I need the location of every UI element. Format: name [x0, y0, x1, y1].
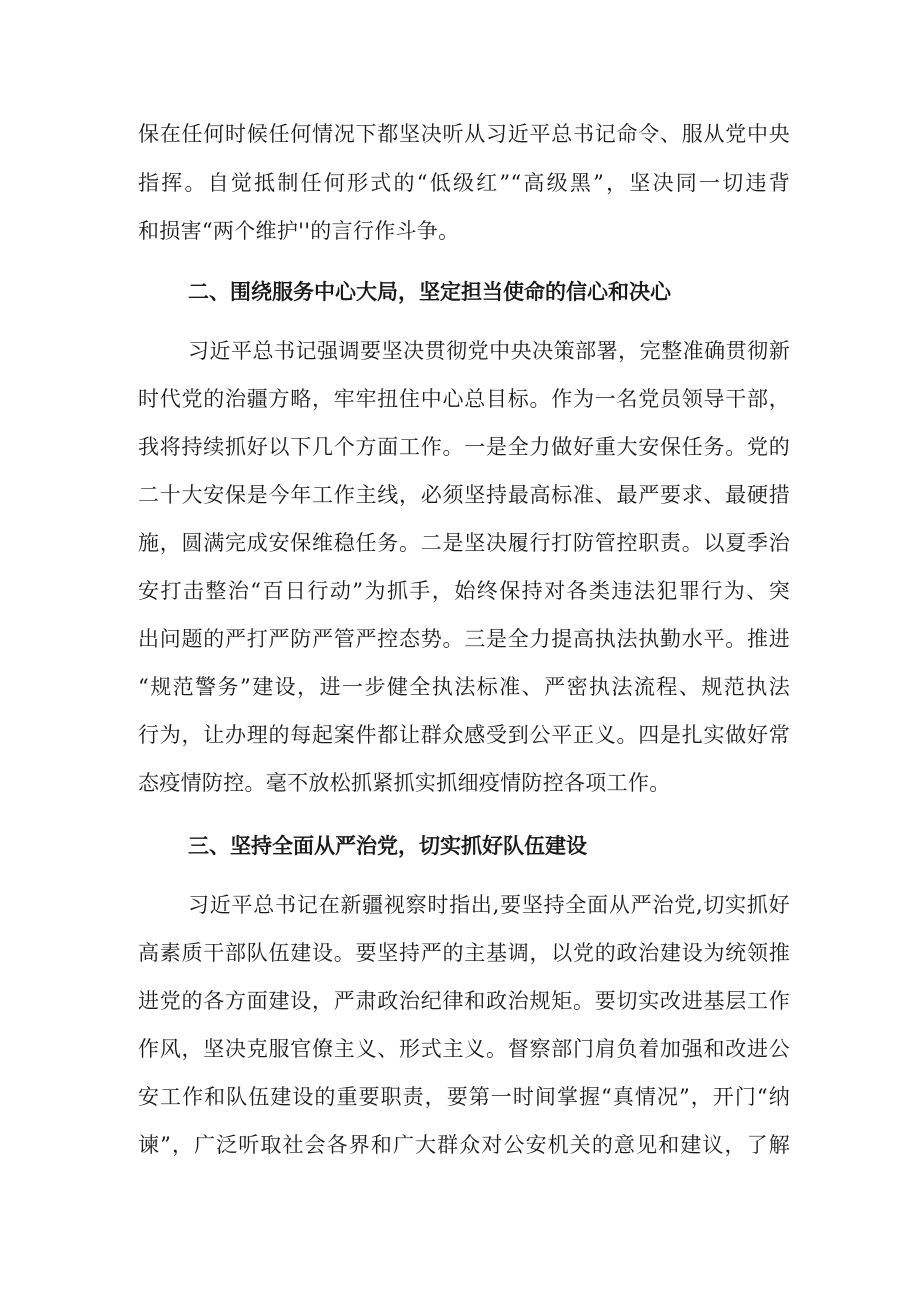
- paragraph-line: 施，圆满完成安保维稳任务。二是坚决履行打防管控职责。以夏季治: [138, 531, 790, 555]
- paragraph-line: 习近平总书记强调要坚决贯彻党中央决策部署，完整准确贯彻新: [188, 339, 790, 363]
- paragraph-line: 谏”，广泛听取社会各界和广大群众对公安机关的意见和建议，了解: [138, 1133, 790, 1157]
- paragraph-line: 安打击整治“百日行动”为抓手，始终保持对各类违法犯罪行为、突: [138, 579, 790, 603]
- paragraph-line: 进党的各方面建设，严肃政治纪律和政治规矩。要切实改进基层工作: [138, 989, 790, 1013]
- paragraph-line: 我将持续抓好以下几个方面工作。一是全力做好重大安保任务。党的: [138, 435, 790, 459]
- paragraph-line: 二十大安保是今年工作主线，必须坚持最高标准、最严要求、最硬措: [138, 483, 790, 507]
- section-heading-2: 二、围绕服务中心大局，坚定担当使命的信心和决心: [188, 280, 671, 304]
- paragraph-line: 习近平总书记在新疆视察时指出,要坚持全面从严治党,切实抓好: [188, 893, 790, 917]
- paragraph-line: 和损害“两个维护''的言行作斗争。: [138, 219, 460, 243]
- paragraph-line: 态疫情防控。毫不放松抓紧抓实抓细疫情防控各项工作。: [138, 771, 671, 795]
- section-heading-3: 三、坚持全面从严治党，切实抓好队伍建设: [188, 834, 587, 858]
- paragraph-line: 保在任何时候任何情况下都坚决听从习近平总书记命令、服从党中央: [138, 122, 790, 146]
- paragraph-line: 指挥。自觉抵制任何形式的“低级红”“高级黑”，坚决同一切违背: [138, 171, 790, 195]
- paragraph-line: 行为，让办理的每起案件都让群众感受到公平正义。四是扎实做好常: [138, 723, 790, 747]
- paragraph-line: 高素质干部队伍建设。要坚持严的主基调，以党的政治建设为统领推: [138, 941, 790, 965]
- paragraph-line: 作风，坚决克服官僚主义、形式主义。督察部门肩负着加强和改进公: [138, 1037, 790, 1061]
- paragraph-line: 出问题的严打严防严管严控态势。三是全力提高执法执勤水平。推进: [138, 627, 790, 651]
- paragraph-line: “规范警务”建设，进一步健全执法标准、严密执法流程、规范执法: [138, 675, 790, 699]
- paragraph-line: 时代党的治疆方略，牢牢扭住中心总目标。作为一名党员领导干部，: [138, 387, 790, 411]
- paragraph-line: 安工作和队伍建设的重要职责，要第一时间掌握“真情况”，开门“纳: [138, 1085, 790, 1109]
